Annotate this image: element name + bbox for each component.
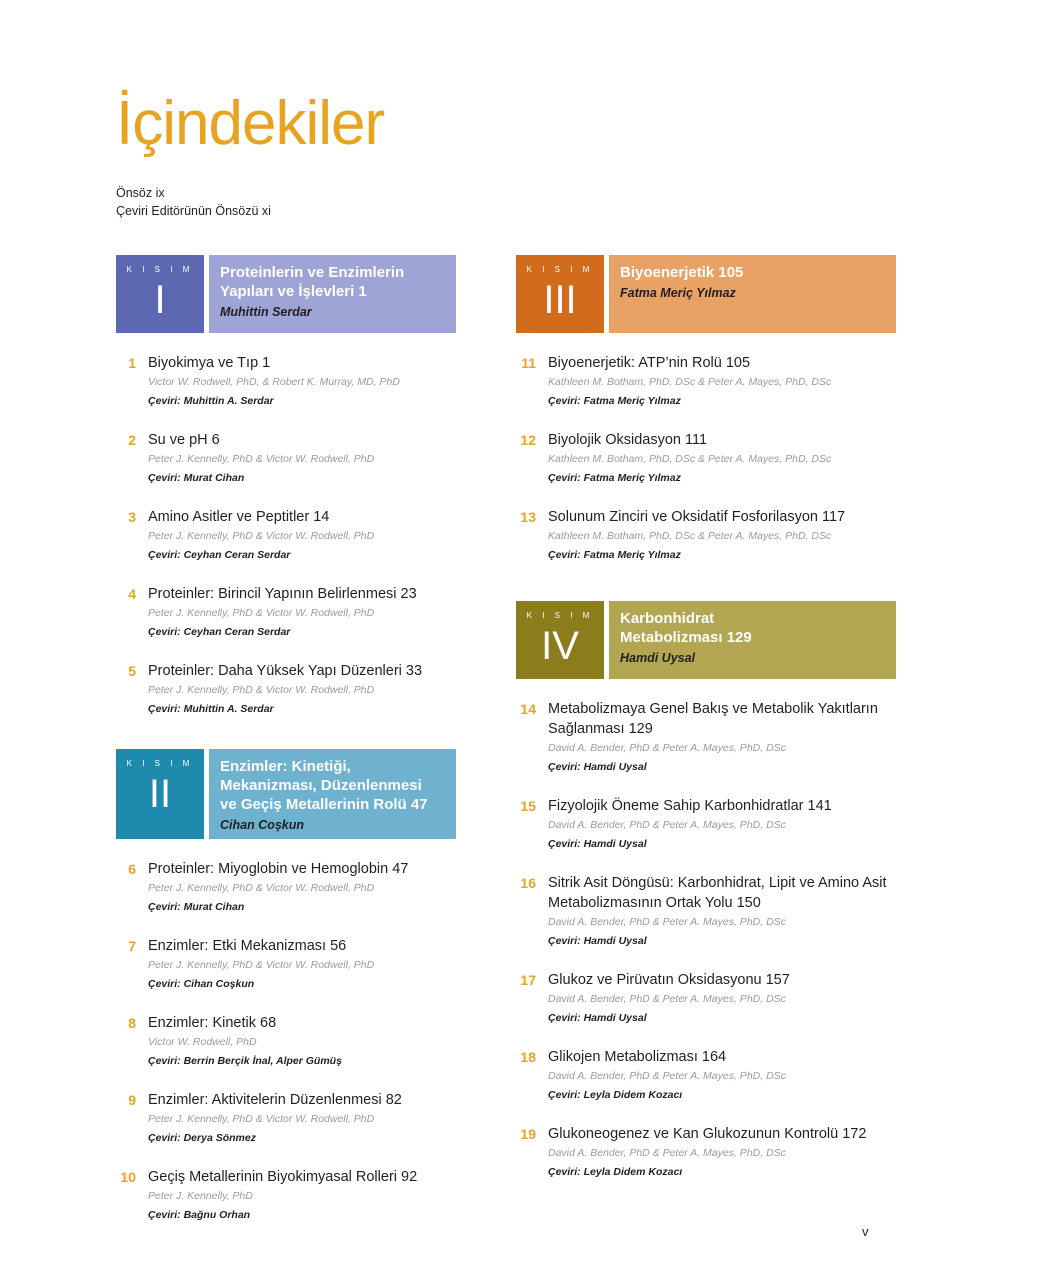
chapter-number: 17 [520, 972, 536, 988]
chapter-number: 13 [520, 509, 536, 525]
chapter-title[interactable]: Metabolizmaya Genel Bakış ve Metabolik Yakıtların Sağlanması 129 [548, 701, 878, 737]
chapter-translator: Çeviri: Ceyhan Ceran Serdar [148, 549, 291, 561]
chapter-entry[interactable] [516, 1124, 896, 1182]
chapter-authors: Kathleen M. Botham, PhD, DSc & Peter A. Mayes, PhD, DSc [548, 376, 832, 388]
chapter-entry[interactable] [516, 1047, 896, 1105]
part-kisim-label: K I S I M [526, 265, 594, 274]
chapter-title[interactable]: Solunum Zinciri ve Oksidatif Fosforilasyon 117 [548, 509, 846, 525]
chapter-title[interactable]: Proteinler: Birincil Yapının Belirlenmesi 23 [148, 586, 417, 602]
chapter-entry[interactable] [516, 353, 896, 411]
chapter-title[interactable]: Biyoenerjetik: ATP’nin Rolü 105 [548, 355, 751, 371]
chapter-number: 8 [128, 1015, 136, 1031]
part-title-line: ve Geçiş Metallerinin Rolü 47 [220, 796, 428, 813]
chapter-title[interactable]: Glikojen Metabolizması 164 [548, 1049, 727, 1065]
part-title [220, 263, 446, 301]
chapter-number: 7 [128, 938, 136, 954]
chapter-number: 5 [128, 663, 136, 679]
chapter-title[interactable]: Proteinler: Miyoglobin ve Hemoglobin 47 [148, 861, 409, 877]
chapter-number: 6 [128, 861, 136, 877]
part-title-line: Biyoenerjetik 105 [620, 264, 744, 281]
chapter-authors: Peter J. Kennelly, PhD & Victor W. Rodwell, PhD [148, 453, 375, 465]
chapter-authors: David A. Bender, PhD & Peter A. Mayes, PhD, DSc [548, 819, 786, 831]
chapter-entry[interactable] [116, 353, 456, 411]
chapter-number: 3 [128, 509, 136, 525]
chapter-number: 15 [520, 798, 536, 814]
chapter-authors: David A. Bender, PhD & Peter A. Mayes, PhD, DSc [548, 1147, 786, 1159]
chapter-translator: Çeviri: Fatma Meriç Yılmaz [548, 549, 681, 561]
chapter-translator: Çeviri: Cihan Coşkun [148, 978, 255, 990]
chapter-title[interactable]: Amino Asitler ve Peptitler 14 [148, 509, 330, 525]
chapter-number: 2 [128, 432, 136, 448]
part-number-box [516, 255, 604, 333]
chapter-authors: David A. Bender, PhD & Peter A. Mayes, PhD, DSc [548, 1070, 786, 1082]
chapter-authors: David A. Bender, PhD & Peter A. Mayes, PhD, DSc [548, 993, 786, 1005]
part-header [516, 601, 896, 679]
chapter-authors: Victor W. Rodwell, PhD [148, 1036, 257, 1048]
chapter-entry[interactable] [116, 1167, 456, 1225]
chapter-number: 14 [520, 701, 536, 717]
part-info-box [209, 255, 456, 333]
chapter-number: 18 [520, 1049, 536, 1065]
part-kisim-label: K I S I M [126, 265, 194, 274]
chapter-translator: Çeviri: Ceyhan Ceran Serdar [148, 626, 291, 638]
chapter-entry[interactable] [116, 430, 456, 488]
chapter-number: 12 [520, 432, 536, 448]
chapter-entry[interactable] [116, 661, 456, 719]
chapter-authors: Peter J. Kennelly, PhD & Victor W. Rodwell, PhD [148, 684, 375, 696]
part-header [116, 255, 456, 333]
part-number-box [516, 601, 604, 679]
chapter-translator: Çeviri: Leyla Didem Kozacı [548, 1089, 683, 1101]
chapter-authors: Peter J. Kennelly, PhD & Victor W. Rodwell, PhD [148, 530, 375, 542]
chapter-authors: Peter J. Kennelly, PhD [148, 1190, 253, 1202]
chapter-title[interactable]: Geçiş Metallerinin Biyokimyasal Rolleri 92 [148, 1169, 418, 1185]
part-header [516, 255, 896, 333]
chapter-authors: Peter J. Kennelly, PhD & Victor W. Rodwell, PhD [148, 1113, 375, 1125]
chapter-title[interactable]: Sitrik Asit Döngüsü: Karbonhidrat, Lipit ve Amino Asit Metabolizmasının Ortak Yolu 150 [548, 875, 887, 911]
chapter-entry[interactable] [116, 584, 456, 642]
chapter-authors: Kathleen M. Botham, PhD, DSc & Peter A. Mayes, PhD, DSc [548, 530, 832, 542]
part-roman-numeral: IV [541, 624, 579, 668]
part-title [620, 263, 886, 282]
chapter-authors: Kathleen M. Botham, PhD, DSc & Peter A. Mayes, PhD, DSc [548, 453, 832, 465]
part-editor: Muhittin Serdar [220, 305, 312, 319]
part-editor: Cihan Coşkun [220, 818, 305, 832]
part-kisim-label: K I S I M [126, 759, 194, 768]
chapter-title[interactable]: Fizyolojik Öneme Sahip Karbonhidratlar 141 [548, 798, 832, 814]
part-info-box [209, 749, 456, 839]
chapter-number: 16 [520, 875, 536, 891]
chapter-title[interactable]: Biyolojik Oksidasyon 111 [548, 432, 708, 448]
part-roman-numeral: I [154, 278, 166, 322]
part-roman-numeral: II [148, 772, 172, 816]
page-number: v [862, 1224, 869, 1239]
chapter-title[interactable]: Enzimler: Aktivitelerin Düzenlenmesi 82 [148, 1092, 402, 1108]
chapter-translator: Çeviri: Muhittin A. Serdar [148, 703, 274, 715]
chapter-number: 4 [128, 586, 136, 602]
chapter-translator: Çeviri: Hamdi Uysal [548, 761, 647, 773]
chapter-translator: Çeviri: Hamdi Uysal [548, 1012, 647, 1024]
chapter-entry[interactable] [116, 1090, 456, 1148]
part-number-box [116, 255, 204, 333]
chapter-entry[interactable] [516, 873, 896, 951]
part-title-line: Metabolizması 129 [620, 629, 752, 646]
preface-item: Önsöz ix [116, 186, 165, 200]
chapter-translator: Çeviri: Bağnu Orhan [148, 1209, 251, 1221]
chapter-number: 19 [520, 1126, 536, 1142]
chapter-number: 10 [120, 1169, 136, 1185]
chapter-translator: Çeviri: Berrin Berçik İnal, Alper Gümüş [148, 1055, 342, 1067]
chapter-translator: Çeviri: Hamdi Uysal [548, 838, 647, 850]
chapter-translator: Çeviri: Derya Sönmez [148, 1132, 256, 1144]
chapter-title[interactable]: Enzimler: Kinetik 68 [148, 1015, 277, 1031]
part-title-line: Proteinlerin ve Enzimlerin [220, 264, 405, 281]
part-title [220, 757, 446, 814]
part-roman-numeral: III [543, 278, 577, 322]
part-header [116, 749, 456, 839]
chapter-title[interactable]: Proteinler: Daha Yüksek Yapı Düzenleri 33 [148, 663, 423, 679]
chapter-entry[interactable] [116, 507, 456, 565]
chapter-translator: Çeviri: Hamdi Uysal [548, 935, 647, 947]
chapter-title[interactable]: Glukoneogenez ve Kan Glukozunun Kontrolü 172 [548, 1126, 867, 1142]
part-title [620, 609, 886, 647]
part-title-line: Yapıları ve İşlevleri 1 [220, 283, 367, 300]
chapter-entry[interactable] [516, 430, 896, 488]
chapter-authors: Victor W. Rodwell, PhD, & Robert K. Murray, MD, PhD [148, 376, 400, 388]
chapter-title[interactable]: Glukoz ve Pirüvatın Oksidasyonu 157 [548, 972, 790, 988]
chapter-entry[interactable] [516, 699, 896, 777]
part-info-box [609, 601, 896, 679]
part-kisim-label: K I S I M [526, 611, 594, 620]
chapter-entry[interactable] [116, 1013, 456, 1071]
chapter-authors: Peter J. Kennelly, PhD & Victor W. Rodwell, PhD [148, 959, 375, 971]
chapter-authors: Peter J. Kennelly, PhD & Victor W. Rodwell, PhD [148, 882, 375, 894]
chapter-number: 11 [521, 355, 536, 371]
part-editor: Hamdi Uysal [620, 651, 696, 665]
chapter-entry[interactable] [516, 970, 896, 1028]
chapter-translator: Çeviri: Murat Cihan [148, 472, 245, 484]
chapter-entry[interactable] [116, 859, 456, 917]
chapter-authors: David A. Bender, PhD & Peter A. Mayes, PhD, DSc [548, 742, 786, 754]
chapter-entry[interactable] [116, 936, 456, 994]
chapter-authors: Peter J. Kennelly, PhD & Victor W. Rodwell, PhD [148, 607, 375, 619]
preface-item: Çeviri Editörünün Önsözü xi [116, 204, 271, 218]
chapter-number: 1 [128, 355, 136, 371]
chapter-translator: Çeviri: Muhittin A. Serdar [148, 395, 274, 407]
part-info-box [609, 255, 896, 333]
chapter-translator: Çeviri: Fatma Meriç Yılmaz [548, 472, 681, 484]
chapter-entry[interactable] [516, 796, 896, 854]
preface-list [116, 184, 271, 220]
chapter-title[interactable]: Su ve pH 6 [148, 432, 220, 448]
part-title-line: Karbonhidrat [620, 610, 715, 627]
part-title-line: Enzimler: Kinetiği, [220, 758, 351, 775]
chapter-translator: Çeviri: Leyla Didem Kozacı [548, 1166, 683, 1178]
page-title: İçindekiler [116, 89, 385, 158]
part-number-box [116, 749, 204, 839]
chapter-authors: David A. Bender, PhD & Peter A. Mayes, PhD, DSc [548, 916, 786, 928]
chapter-number: 9 [128, 1092, 136, 1108]
chapter-translator: Çeviri: Fatma Meriç Yılmaz [548, 395, 681, 407]
right-column [516, 255, 896, 1201]
chapter-entry[interactable] [516, 507, 896, 565]
part-title-line: Mekanizması, Düzenlenmesi [220, 777, 422, 794]
part-editor: Fatma Meriç Yılmaz [620, 286, 736, 300]
chapter-translator: Çeviri: Murat Cihan [148, 901, 245, 913]
chapter-title[interactable]: Enzimler: Etki Mekanizması 56 [148, 938, 347, 954]
chapter-title[interactable]: Biyokimya ve Tıp 1 [148, 355, 271, 371]
left-column [116, 255, 456, 1244]
